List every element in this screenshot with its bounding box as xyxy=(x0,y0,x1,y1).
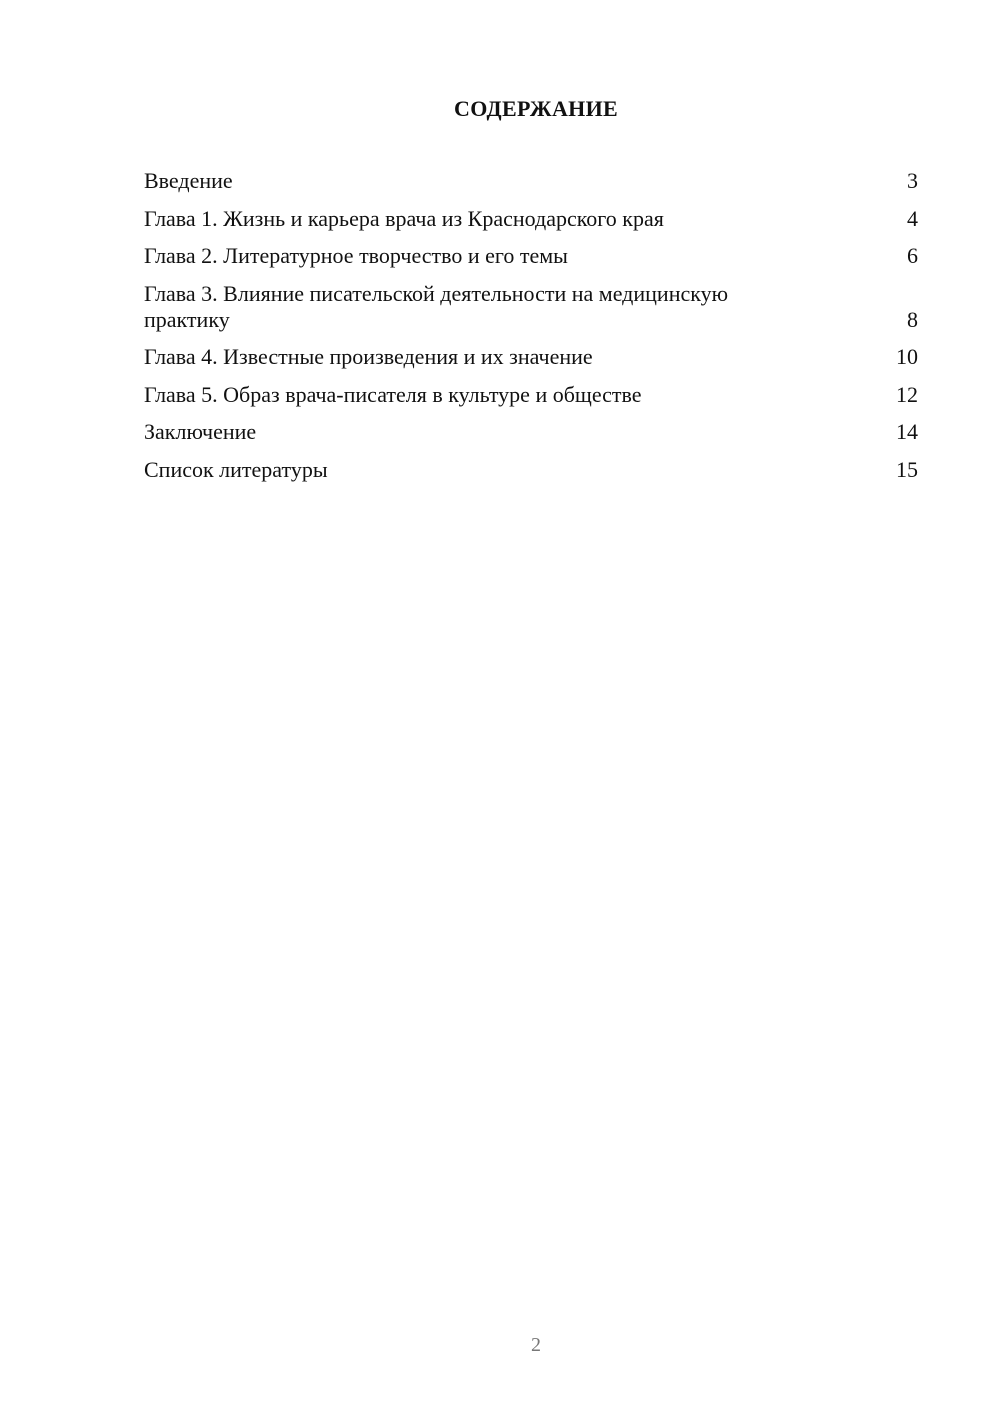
toc-entry-page: 6 xyxy=(907,243,918,268)
toc-entry-chapter-2[interactable] xyxy=(144,243,918,269)
toc-entry-title: Заключение xyxy=(144,419,257,444)
toc-entry-chapter-4[interactable] xyxy=(144,344,918,370)
toc-entry-chapter-3[interactable] xyxy=(144,281,918,333)
toc-entry-page: 10 xyxy=(896,344,918,369)
toc-entry-title: Глава 4. Известные произведения и их значение xyxy=(144,344,593,369)
toc-entry-title: Глава 3. Влияние писательской деятельности на медицинскую практику xyxy=(144,280,729,332)
toc-entry-page: 3 xyxy=(907,168,918,193)
toc-entry-chapter-1[interactable] xyxy=(144,206,918,232)
toc-entry-title: Список литературы xyxy=(144,456,328,482)
table-of-contents xyxy=(144,168,918,494)
toc-entry-chapter-5[interactable] xyxy=(144,382,918,408)
toc-entry-page: 15 xyxy=(896,456,918,482)
toc-entry-title: Введение xyxy=(144,168,233,193)
toc-entry-bibliography[interactable] xyxy=(144,457,918,483)
page-title: СОДЕРЖАНИЕ xyxy=(454,96,618,121)
toc-entry-title: Глава 5. Образ врача-писателя в культуре и обществе xyxy=(144,381,642,407)
toc-entry-conclusion[interactable] xyxy=(144,419,918,445)
toc-entry-title: Глава 2. Литературное творчество и его темы xyxy=(144,243,568,268)
toc-entry-title: Глава 1. Жизнь и карьера врача из Краснодарского края xyxy=(144,205,664,231)
toc-entry-page: 14 xyxy=(896,419,918,444)
toc-entry-page: 8 xyxy=(907,306,918,332)
toc-entry-page: 4 xyxy=(907,205,918,231)
toc-entry-introduction[interactable] xyxy=(144,168,918,194)
page-number: 2 xyxy=(531,1334,541,1356)
toc-entry-page: 12 xyxy=(896,381,918,407)
